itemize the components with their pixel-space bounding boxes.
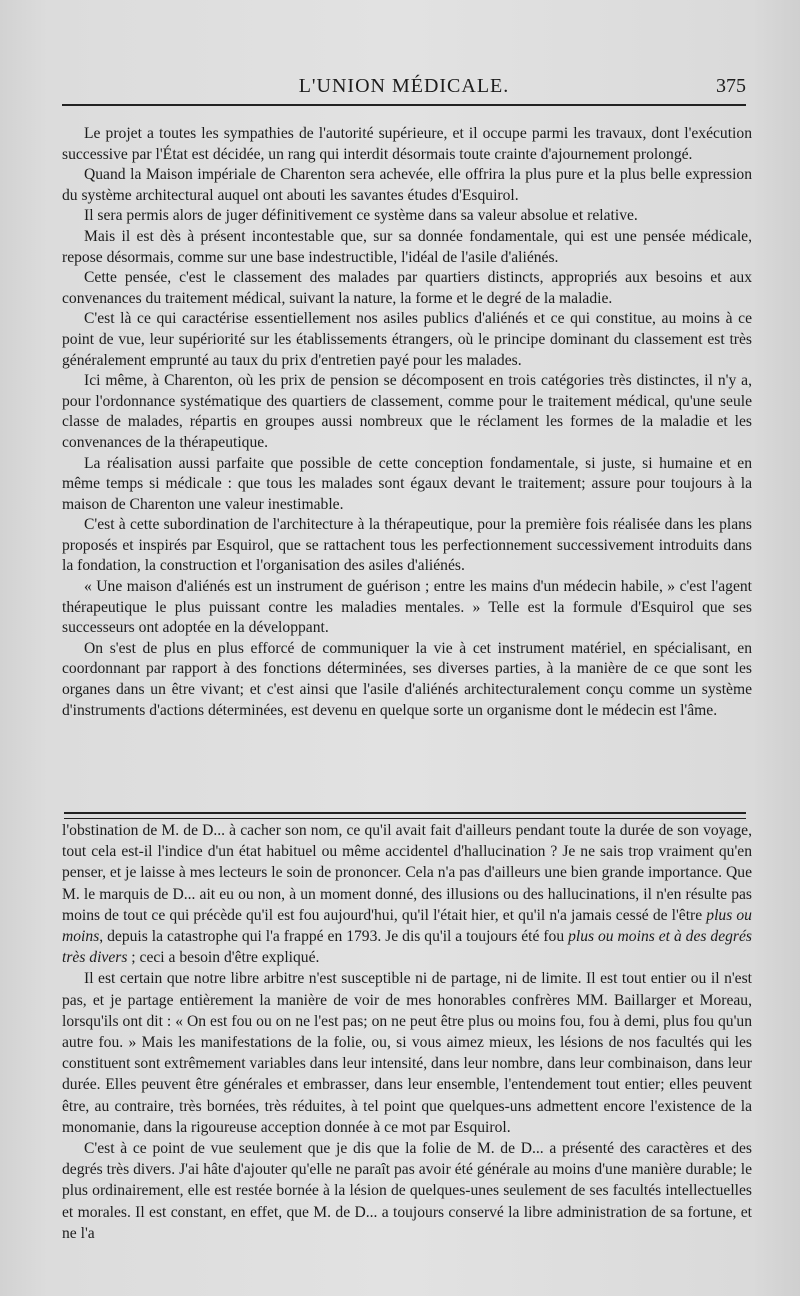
paragraph: Il sera permis alors de juger définitivement ce système dans sa valeur absolue et relative. bbox=[84, 207, 638, 225]
paragraph bbox=[62, 820, 752, 968]
paragraph: « Une maison d'aliénés est un instrument de guérison ; entre les mains d'un médecin habile, » c'est l'agent thérapeutique le plus puissant contre les maladies mentales. » Telle est la formule d'Esquirol que ses successeurs ont adoptée en la développant. bbox=[62, 578, 752, 637]
page-number: 375 bbox=[716, 75, 746, 97]
paragraph: La réalisation aussi parfaite que possible de cette conception fondamentale, si juste, si humaine et en même temps si médicale : que tous les malades sont égaux devant le traitement; assure pour toujours à la maison de Charenton une valeur inestimable. bbox=[62, 454, 752, 513]
section-divider bbox=[64, 812, 746, 819]
paragraph: C'est à ce point de vue seulement que je dis que la folie de M. de D... a présenté des caractères et des degrés très divers. J'ai hâte d'ajouter qu'elle ne paraît pas avoir été générale au moins d'une manière durable; le plus ordinairement, elle est restée bornée à la lésion de quelques-unes seulement de ses facultés intellectuelles et morales. Il est constant, en effet, que M. de D... a toujours conservé la libre administration de sa fortune, et ne l'a bbox=[62, 1140, 752, 1242]
header-rule bbox=[62, 104, 746, 106]
paragraph: On s'est de plus en plus efforcé de communiquer la vie à cet instrument matériel, en spécialisant, en coordonnant par rapport à des fonctions déterminées, ses diverses parties, à la manière de ce que sont les organes dans un être vivant; et c'est ainsi que l'asile d'aliénés architecturalement conçu comme un système d'instruments d'actions déterminées, est devenu en quelque sorte un organisme dont le médecin est l'âme. bbox=[62, 639, 752, 719]
paragraph: C'est à cette subordination de l'architecture à la thérapeutique, pour la première fois réalisée dans les plans proposés et inspirés par Esquirol, que se rattachent tous les perfectionnement successivement introduits dans la fondation, la construction et l'organisation des asiles d'aliénés. bbox=[62, 516, 752, 575]
main-article-text bbox=[62, 124, 752, 721]
paragraph: C'est là ce qui caractérise essentiellement nos asiles publics d'aliénés et ce qui constitue, au moins à ce point de vue, leur supériorité sur les établissements étrangers, où le principe dominant du classement est très généralement emprunté au taux du prix d'entretien payé pour les malades. bbox=[62, 310, 752, 369]
text-run: , depuis la catastrophe qui l'a frappé en 1793. Je dis qu'il a toujours été fou bbox=[99, 928, 569, 946]
italic-run: plus ou moins bbox=[62, 906, 752, 946]
paragraph: Ici même, à Charenton, où les prix de pension se décomposent en trois catégories très distinctes, il n'y a, pour l'ordonnance systématique des quartiers de classement, comme pour le traitement médical, qu'une seule classe de malades, répartis en groupes aussi nombreux que le réclament les formes de la maladie et les convenances de la thérapeutique. bbox=[62, 372, 752, 451]
paragraph: Le projet a toutes les sympathies de l'autorité supérieure, et il occupe parmi les travaux, dont l'exécution successive par l'État est décidée, un rang qui interdit désormais toute crainte d'ajournement prolongé. bbox=[62, 125, 752, 163]
paragraph: Cette pensée, c'est le classement des malades par quartiers distincts, appropriés aux besoins et aux convenances du traitement médical, suivant la nature, la forme et le degré de la maladie. bbox=[62, 269, 752, 307]
feuilleton-text bbox=[62, 820, 752, 1244]
italic-run: plus ou moins et à des degrés très divers bbox=[62, 928, 752, 967]
paragraph: Mais il est dès à présent incontestable que, sur sa donnée fondamentale, qui est une pensée médicale, repose désormais, comme sur une base indestructible, l'idéal de l'asile d'aliénés. bbox=[62, 227, 752, 266]
text-run: ; ceci a besoin d'être expliqué. bbox=[127, 949, 320, 967]
page-header bbox=[62, 73, 746, 103]
paragraph: Il est certain que notre libre arbitre n'est susceptible ni de partage, ni de limite. Il est tout entier ou il n'est pas, et je partage entièrement la manière de voir de mes honorables confrères MM. Baillarger et Moreau, lorsqu'ils ont dit : « On est fou ou on ne l'est pas; on ne peut être plus ou moins fou, fou à demi, plus fou qu'un autre fou. » Mais les manifestations de la folie, ou, si vous aimez mieux, les lésions de nos facultés qui les constituent sont extrêmement variables dans leur intensité, dans leur nombre, dans leur combinaison, dans leur durée. Elles peuvent être générales et embrasser, dans leur ensemble, l'entendement tout entier; elles peuvent être, au contraire, très bornées, très réduites, à tel point que quelques-uns admettent encore l'existence de la monomanie, dans la rigoureuse acception donnée à ce mot par Esquirol. bbox=[62, 970, 752, 1136]
text-run: l'obstination de M. de D... à cacher son nom, ce qu'il avait fait d'ailleurs pendant toute la durée de son voyage, tout cela est-il l'indice d'un état habituel ou même accidentel d'hallucination ? Je ne sais trop vraiment qu'en penser, et je laisse à mes lecteurs le soin de prononcer. Cela n'a pas d'ailleurs une bien grande importance. Que M. le marquis de D... ait eu ou non, à un moment donné, des illusions ou des hallucinations, il n'en résulte pas moins de tout ce qui précède qu'il est fou aujourd'hui, qu'il l'était hier, et qu'il n'a jamais cessé de l'être bbox=[62, 822, 752, 924]
running-title: L'UNION MÉDICALE. bbox=[298, 75, 510, 97]
paragraph: Quand la Maison impériale de Charenton sera achevée, elle offrira la plus pure et la plus belle expression du système architectural auquel ont abouti les savantes études d'Esquirol. bbox=[62, 166, 752, 204]
